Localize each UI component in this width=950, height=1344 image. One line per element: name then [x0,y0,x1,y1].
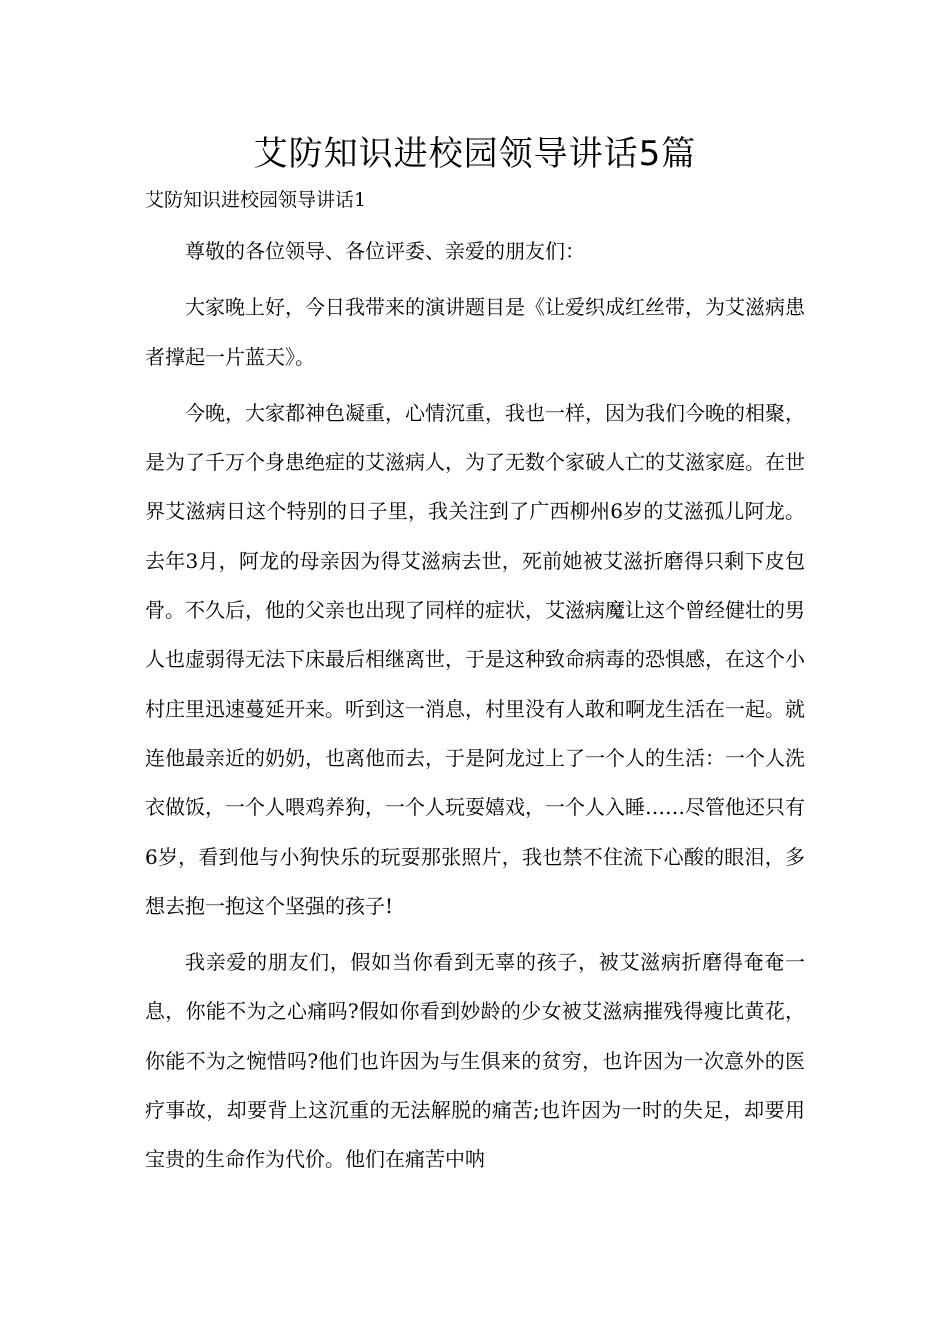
speech-subtitle: 艾防知识进校园领导讲话1 [145,189,367,211]
paragraph-greeting: 大家晚上好，今日我带来的演讲题目是《让爱织成红丝带，为艾滋病患者撑起一片蓝天》。 [145,295,805,369]
paragraph-story: 今晚，大家都神色凝重，心情沉重，我也一样，因为我们今晚的相聚，是为了千万个身患绝症的艾滋病人，为了无数个家破人亡的艾滋家庭。在世界艾滋病日这个特别的日子里，我关注到了广西柳州6岁的艾滋孤儿阿龙。去年3月，阿龙的母亲因为得艾滋病去世，死前她被艾滋折磨得只剩下皮包骨。不久后，他的父亲也出现了同样的症状，艾滋病魔让这个曾经健壮的男人也虚弱得无法下床最后相继离世，于是这种致命病毒的恐惧感，在这个小村庄里迅速蔓延开来。听到这一消息，村里没有人敢和啊龙生活在一起。就连他最亲近的奶奶，也离他而去，于是阿龙过上了一个人的生活：一个人洗衣做饭，一个人喂鸡养狗，一个人玩耍嬉戏，一个人入睡……尽管他还只有6岁，看到他与小狗快乐的玩耍那张照片，我也禁不住流下心酸的眼泪，多想去抱一抱这个坚强的孩子! [145,400,805,918]
document-body [145,227,805,1192]
paragraph-appeal: 我亲爱的朋友们，假如当你看到无辜的孩子，被艾滋病折磨得奄奄一息，你能不为之心痛吗?假如你看到妙龄的少女被艾滋病摧残得瘦比黄花，你能不为之惋惜吗?他们也许因为与生俱来的贫穷，也许因为一次意外的医疗事故，却要背上这沉重的无法解脱的痛苦;也许因为一时的失足，却要用宝贵的生命作为代价。他们在痛苦中呐 [145,950,805,1172]
document-title: 艾防知识进校园领导讲话5篇 [253,134,697,174]
paragraph-salutation: 尊敬的各位领导、各位评委、亲爱的朋友们： [185,239,585,263]
